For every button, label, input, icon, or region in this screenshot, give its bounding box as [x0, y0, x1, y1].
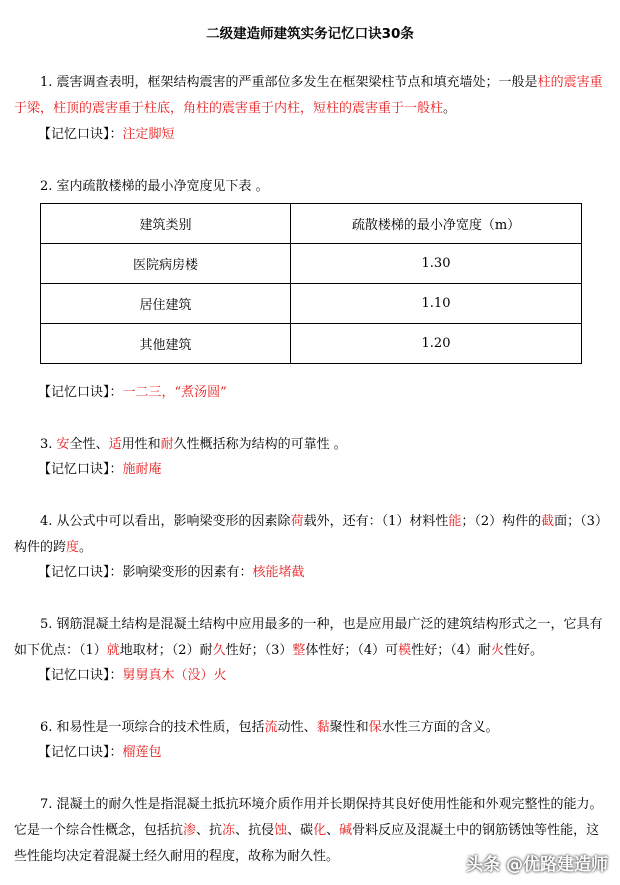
item-2-text [14, 174, 606, 200]
body-text: 用性和 [121, 437, 161, 452]
highlight-text: 保 [368, 720, 382, 735]
highlight-text: 渗 [183, 823, 197, 838]
table-header-cell: 建筑类别 [41, 204, 291, 244]
body-text: 地取材；（2）耐 [119, 643, 213, 658]
table-cell: 医院病房楼 [41, 244, 291, 284]
body-text: 全性、 [69, 437, 109, 452]
watermark: 头条 @优路建造师 [466, 855, 608, 875]
mnemonic-text: 榴莲包 [122, 745, 162, 760]
highlight-text: 能 [448, 514, 462, 529]
body-text: 性好；（3） [225, 643, 293, 658]
item-2-mnemonic [38, 383, 227, 403]
table-header-cell: 疏散楼梯的最小净宽度（m） [291, 204, 582, 244]
item-5-text [14, 612, 606, 664]
body-text: ；（2）构件的 [461, 514, 542, 529]
item-4-text [14, 509, 606, 561]
body-text: 性好。 [503, 643, 543, 658]
table-row [41, 324, 582, 364]
mnemonic-prefix: 【记忆口诀】： [38, 462, 123, 477]
table-row [41, 284, 582, 324]
body-text: 体性好；（4）可 [305, 643, 399, 658]
highlight-text: 化 [313, 823, 327, 838]
mnemonic-prefix: 【记忆口诀】： [38, 565, 123, 580]
mnemonic-text: 舅舅真木（没）火 [122, 668, 227, 683]
highlight-text: 适 [108, 437, 122, 452]
body-text: 室内疏散楼梯的最小净宽度见下表 。 [56, 179, 269, 194]
mnemonic-text: 注定脚短 [122, 127, 175, 142]
body-text: 水性三方面的含义。 [381, 720, 499, 735]
item-6-text [14, 715, 606, 741]
item-number: 3. [40, 437, 57, 452]
item-number: 5. [40, 617, 57, 632]
body-text: 动性、 [277, 720, 317, 735]
item-number: 6. [40, 720, 57, 735]
highlight-text: 黏 [316, 720, 330, 735]
mnemonic-prefix: 【记忆口诀】： [38, 668, 123, 683]
body-text: 钢筋混凝土结构是混凝土结构中应用最多的一种，也是应用最广泛的建筑结构形式之一，它具有如下优点：（1） [14, 617, 603, 658]
body-text: 聚性和 [329, 720, 369, 735]
item-1-mnemonic [38, 125, 175, 145]
table-cell: 1.10 [291, 284, 582, 324]
table-header-row [41, 204, 582, 244]
highlight-text: 流 [264, 720, 278, 735]
table-cell: 1.30 [291, 244, 582, 284]
item-6-mnemonic [38, 743, 162, 763]
body-text: 面；（3）构件的跨 [14, 514, 602, 555]
highlight-text: 火 [490, 643, 504, 658]
body-text: 性好；（4）耐 [411, 643, 491, 658]
table-row [41, 244, 582, 284]
highlight-text: 蚀 [274, 823, 288, 838]
item-1-text [14, 70, 606, 122]
body-text: 混凝土的耐久性是指混凝土抵抗环境介质作用并长期保持其良好使用性能和外观完整性的能力。它是一个综合性概念，包括抗 [14, 797, 603, 838]
body-text: 、抗侵 [235, 823, 275, 838]
item-3-mnemonic [38, 460, 162, 480]
highlight-text: 整 [292, 643, 306, 658]
mnemonic-label: 影响梁变形的因素有： [122, 565, 253, 580]
table-cell: 其他建筑 [41, 324, 291, 364]
item-number: 7. [40, 797, 57, 812]
mnemonic-prefix: 【记忆口诀】： [38, 385, 123, 400]
highlight-text: 荷 [290, 514, 304, 529]
body-text: 。 [443, 101, 457, 116]
body-text: 载外，还有：（1）材料性 [303, 514, 449, 529]
highlight-text: 就 [106, 643, 120, 658]
table-cell: 居住建筑 [41, 284, 291, 324]
highlight-text: 冻 [222, 823, 236, 838]
mnemonic-text: 一二三，“煮汤圆” [122, 385, 227, 400]
mnemonic-prefix: 【记忆口诀】： [38, 745, 123, 760]
table-cell: 1.20 [291, 324, 582, 364]
body-text: 和易性是一项综合的技术性质，包括 [56, 720, 265, 735]
mnemonic-text: 施耐庵 [122, 462, 162, 477]
item-number: 2. [40, 179, 57, 194]
body-text: 、 [326, 823, 340, 838]
highlight-text: 柱的震害重于梁，柱顶的震害重于柱底，角柱的震害重于内柱，短柱的震害重于一般柱 [14, 75, 603, 116]
highlight-text: 截 [541, 514, 555, 529]
highlight-text: 久 [212, 643, 226, 658]
item-number: 4. [40, 514, 57, 529]
highlight-text: 碱 [339, 823, 353, 838]
body-text: 震害调查表明，框架结构震害的严重部位多发生在框架梁柱节点和填充墙处；一般是 [56, 75, 538, 90]
item-number: 1. [40, 75, 57, 90]
body-text: 、抗 [196, 823, 223, 838]
stair-width-table [40, 203, 582, 364]
body-text: 骨料反应及混凝土中的钢筋锈蚀等性能，这些性能均决定着混凝土经久耐用的程度，故称为耐久性。 [14, 823, 600, 864]
body-text: 。 [79, 540, 93, 555]
item-4-mnemonic [38, 563, 305, 583]
highlight-text: 模 [398, 643, 412, 658]
page-title: 二级建造师建筑实务记忆口诀30条 [206, 26, 414, 42]
highlight-text: 安 [56, 437, 70, 452]
body-text: 、碳 [287, 823, 314, 838]
mnemonic-prefix: 【记忆口诀】： [38, 127, 123, 142]
highlight-text: 度 [66, 540, 80, 555]
body-text: 从公式中可以看出，影响梁变形的因素除 [56, 514, 291, 529]
item-5-mnemonic [38, 666, 227, 686]
item-3-text [14, 432, 606, 458]
highlight-text: 耐 [160, 437, 174, 452]
body-text: 久性概括称为结构的可靠性 。 [173, 437, 347, 452]
mnemonic-text: 核能堵截 [252, 565, 305, 580]
